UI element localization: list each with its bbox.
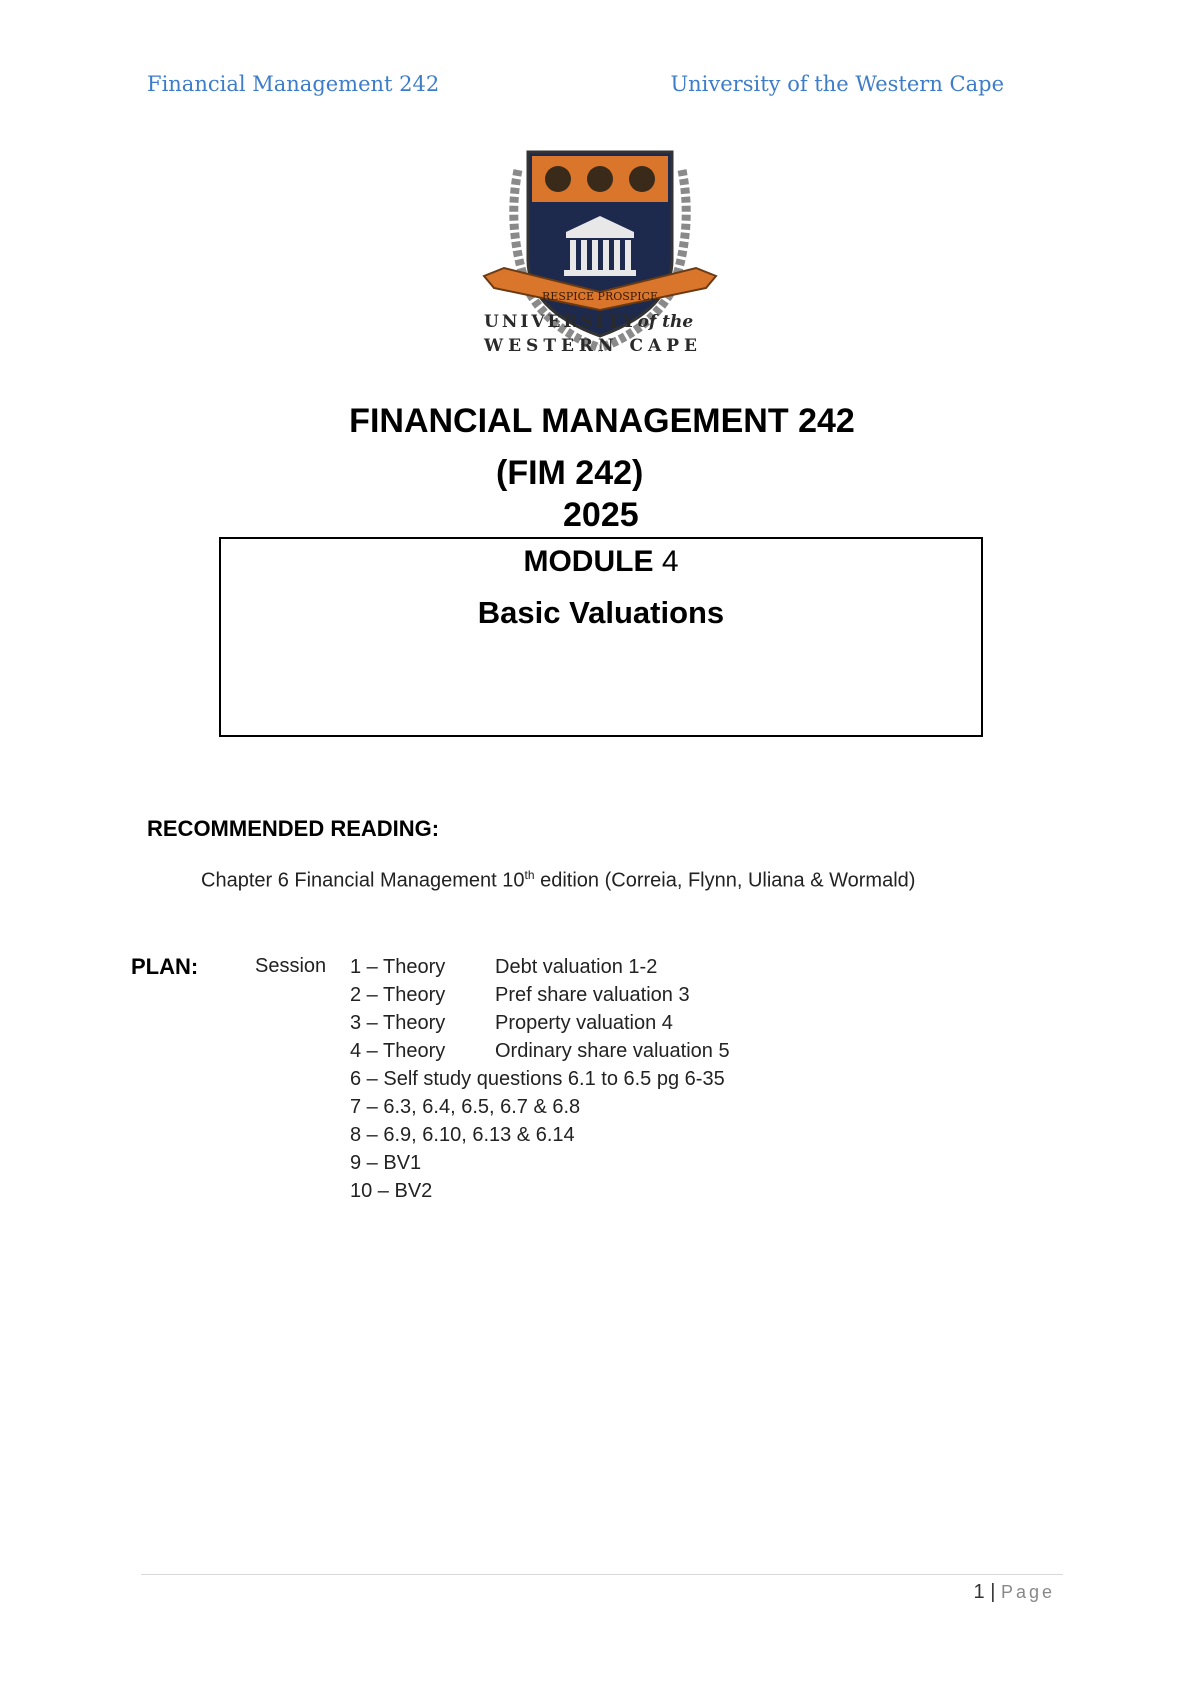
svg-text:RESPICE PROSPICE: RESPICE PROSPICE: [542, 290, 658, 303]
list-item: 7 – 6.3, 6.4, 6.5, 6.7 & 6.8: [350, 1096, 581, 1118]
list-item: 3 – Theory Property valuation 4: [350, 1012, 673, 1034]
module-subtitle: Basic Valuations: [477, 595, 725, 630]
plan-heading: PLAN:: [131, 954, 199, 979]
plan-list: [350, 955, 730, 1207]
header-university-name: University of the Western Cape: [670, 72, 1004, 96]
header-course-title: Financial Management 242: [147, 72, 440, 96]
plan-session-label: Session: [255, 955, 327, 977]
logo-wordmark-line2: WESTERN CAPE: [484, 336, 702, 356]
course-code: (FIM 242): [496, 454, 644, 492]
module-heading: MODULE 4: [523, 545, 679, 578]
list-item: 1 – Theory Debt valuation 1-2: [350, 956, 658, 978]
list-item: 10 – BV2: [350, 1180, 433, 1202]
list-item: 8 – 6.9, 6.10, 6.13 & 6.14: [350, 1124, 575, 1146]
list-item: 4 – Theory Ordinary share valuation 5: [350, 1040, 730, 1062]
footer-divider: [141, 1574, 1063, 1575]
module-box: [219, 537, 983, 737]
protea-flowers-icon: [545, 166, 655, 192]
list-item: 6 – Self study questions 6.1 to 6.5 pg 6-35: [350, 1068, 725, 1090]
recommended-reading-heading: RECOMMENDED READING:: [147, 816, 440, 841]
document-title: FINANCIAL MANAGEMENT 242: [349, 402, 855, 440]
list-item: 2 – Theory Pref share valuation 3: [350, 984, 690, 1006]
recommended-reading-text: Chapter 6 Financial Management 10th edition (Correia, Flynn, Uliana & Wormald): [201, 868, 916, 892]
list-item: 9 – BV1: [350, 1152, 422, 1174]
logo-wordmark-line1: UNIVERSITYof the: [484, 312, 694, 332]
year: 2025: [563, 496, 639, 534]
page-number: 1 | Page: [973, 1581, 1055, 1603]
